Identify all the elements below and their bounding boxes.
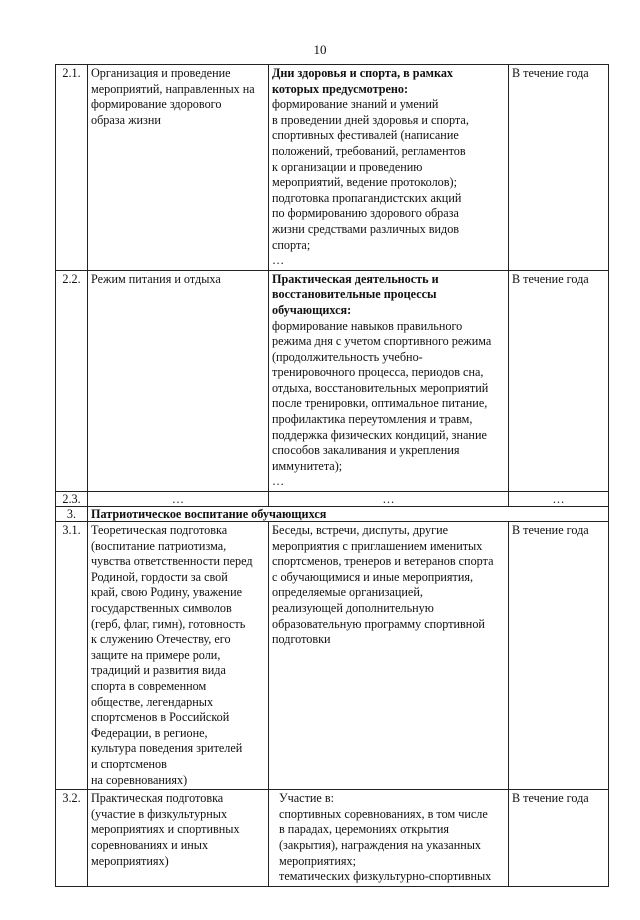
- text-line: способов закаливания и укрепления: [272, 443, 460, 458]
- text-line: формирование навыков правильного: [272, 318, 463, 333]
- table-row: [56, 522, 609, 790]
- text-line: (продолжительность учебно-: [272, 349, 423, 364]
- text-line: формирование знаний и умений: [272, 97, 439, 112]
- content-text: [272, 319, 505, 491]
- term: В течение года: [509, 65, 609, 271]
- text-line: Беседы, встречи, диспуты, другие: [272, 523, 449, 538]
- text-line: край, свою Родину, уважение: [91, 585, 243, 600]
- table-row: [56, 270, 609, 491]
- text-line: определяемые организацией,: [272, 585, 423, 600]
- activity-content: [269, 790, 509, 887]
- text-line: (участие в физкультурных: [91, 806, 228, 821]
- text-line: тематических физкультурно-спортивных: [279, 869, 492, 884]
- ellipsis: …: [269, 492, 509, 507]
- text-line: спортивных соревнованиях, в том числе: [279, 806, 488, 821]
- activity-content: [269, 65, 509, 271]
- text-line: спортсменов, тренеров и ветеранов спорта: [272, 554, 494, 569]
- content-heading: [272, 272, 505, 319]
- text-line: мероприятий, ведение протоколов);: [272, 175, 457, 190]
- text-line: соревнованиях и иных: [91, 837, 209, 852]
- section-title: Патриотическое воспитание обучающихся: [88, 507, 609, 522]
- text-line: спортсменов в Российской: [91, 710, 230, 725]
- text-line: Режим питания и отдыха: [91, 271, 221, 286]
- row-number: 2.3.: [56, 492, 88, 507]
- text-line: в парадах, церемониях открытия: [279, 822, 449, 837]
- text-line: …: [272, 474, 285, 489]
- text-line: мероприятий, направленных на: [91, 81, 255, 96]
- text-line: к организации и проведению: [272, 159, 423, 174]
- text-line: формирование здорового: [91, 97, 222, 112]
- text-line: обществе, легендарных: [91, 694, 214, 709]
- text-line: которых предусмотрено:: [272, 81, 409, 96]
- text-line: (воспитание патриотизма,: [91, 538, 227, 553]
- text-line: Дни здоровья и спорта, в рамках: [272, 66, 454, 80]
- text-line: культура поведения зрителей: [91, 741, 243, 756]
- text-line: реализующей дополнительную: [272, 601, 434, 615]
- activity-name: [88, 522, 269, 790]
- content-heading: [272, 66, 505, 97]
- text-line: Теоретическая подготовка: [91, 523, 228, 538]
- page-number: 10: [313, 42, 327, 57]
- text-line: Практическая деятельность и: [272, 271, 439, 286]
- activity-content: [269, 270, 509, 491]
- text-line: в проведении дней здоровья и спорта,: [272, 112, 469, 127]
- text-line: положений, требований, регламентов: [272, 143, 466, 158]
- term: В течение года: [509, 790, 609, 887]
- ellipsis: …: [509, 492, 609, 507]
- text-line: мероприятиях;: [279, 853, 356, 868]
- activity-content: [269, 522, 509, 790]
- table-row: [56, 492, 609, 507]
- text-line: (герб, флаг, гимн), готовность: [91, 616, 246, 631]
- text-line: тренировочного процесса, периодов сна,: [272, 365, 484, 380]
- text-line: спорта;: [272, 237, 311, 252]
- text-line: мероприятия с приглашением именитых: [272, 538, 483, 553]
- text-line: мероприятиях): [91, 853, 169, 868]
- row-number: 3.1.: [56, 522, 88, 790]
- text-line: образовательную программу спортивной: [272, 616, 485, 631]
- section-number: 3.: [56, 507, 88, 522]
- table-row: [56, 790, 609, 887]
- text-line: Участие в:: [279, 791, 335, 806]
- text-line: Родиной, гордости за свой: [91, 569, 228, 584]
- text-line: по формированию здорового образа: [272, 206, 459, 221]
- term: В течение года: [509, 270, 609, 491]
- text-line: Федерации, в регионе,: [91, 725, 208, 740]
- text-line: после тренировки, оптимальное питание,: [272, 396, 488, 411]
- section-row: [56, 507, 609, 522]
- text-line: мероприятиях и спортивных: [91, 822, 240, 837]
- text-line: чувства ответственности перед: [91, 554, 253, 569]
- row-number: 2.1.: [56, 65, 88, 271]
- content-text: [272, 97, 505, 269]
- text-line: и спортсменов: [91, 756, 167, 771]
- text-line: спортивных фестивалей (написание: [272, 128, 459, 143]
- text-line: с обучающимися и иные мероприятия,: [272, 569, 474, 584]
- term: В течение года: [509, 522, 609, 790]
- row-number: 2.2.: [56, 270, 88, 491]
- text-line: профилактика переутомления и травм,: [272, 412, 473, 427]
- activity-name: [88, 65, 269, 271]
- text-line: подготовки: [272, 632, 331, 647]
- table-row: [56, 65, 609, 271]
- text-line: Организация и проведение: [91, 66, 231, 80]
- activity-name: [88, 790, 269, 887]
- text-line: жизни средствами различных видов: [272, 221, 460, 236]
- text-line: к служению Отечеству, его: [91, 632, 231, 647]
- text-line: режима дня с учетом спортивного режима: [272, 334, 492, 349]
- text-line: …: [272, 253, 285, 268]
- ellipsis: …: [88, 492, 269, 507]
- text-line: спорта в современном: [91, 678, 207, 693]
- text-line: поддержка физических кондиций, знание: [272, 427, 487, 442]
- text-line: обучающихся:: [272, 302, 352, 317]
- text-line: традиций и развития вида: [91, 663, 226, 678]
- text-line: образа жизни: [91, 112, 161, 127]
- text-line: восстановительные процессы: [272, 287, 437, 302]
- text-line: подготовка пропагандистских акций: [272, 190, 462, 205]
- text-line: отдыха, восстановительных мероприятий: [272, 380, 489, 395]
- activity-name: [88, 270, 269, 491]
- text-line: иммунитета);: [272, 458, 343, 473]
- activity-table: [55, 64, 609, 887]
- text-line: государственных символов: [91, 601, 232, 615]
- text-line: (закрытия), награждения на указанных: [279, 837, 482, 852]
- row-number: 3.2.: [56, 790, 88, 887]
- text-line: защите на примере роли,: [91, 647, 221, 662]
- text-line: на соревнованиях): [91, 772, 188, 787]
- text-line: Практическая подготовка: [91, 791, 224, 806]
